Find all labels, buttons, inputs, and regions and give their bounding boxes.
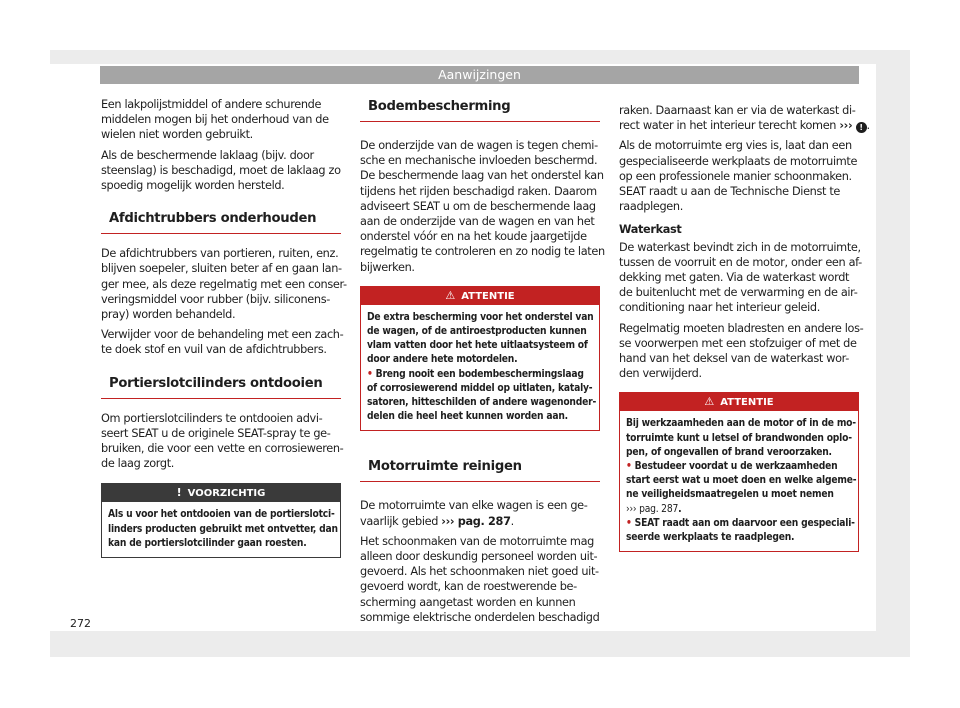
warning-text: De extra bescherming voor het onderstel van de wagen, of de antiroestproducten kunnen vlam vatten door het hete uitlaatsysteem of door andere hete motordelen. • Breng nooit een bodembeschermingslaag of corrosiewerend middel op uitlaten, kataly- satoren, hitteschilden of andere wagenonder- delen die heel heet kunnen worden aan. bbox=[367, 311, 597, 423]
subheading-water-box: Waterkast bbox=[619, 223, 682, 237]
heading-engine-clean: Motorruimte reinigen bbox=[360, 459, 600, 482]
para-damaged-paint: Als de beschermende laklaag (bijv. door steenslag) is beschadigd, moet de laklaag zo spoedig mogelijk worden hersteld. bbox=[101, 148, 341, 193]
attention-dot-icon: ! bbox=[856, 122, 867, 133]
para-polish: Een lakpolijstmiddel of andere schurende middelen mogen bij het onderhoud van de wielen niet worden gebruikt. bbox=[101, 98, 329, 142]
bullet-icon: • bbox=[626, 517, 632, 529]
caution-header: ! VOORZICHTIG bbox=[102, 484, 340, 502]
heading-underbody: Bodembescherming bbox=[360, 99, 600, 122]
heading-seals: Afdichtrubbers onderhouden bbox=[101, 211, 341, 234]
para-water-box-clean: Regelmatig moeten bladresten en andere los- se voorwerpen met een stofzuiger of met de hand van het deksel van de waterkast wor- den verwijderd. bbox=[619, 321, 864, 381]
para-seals: De afdichtrubbers van portieren, ruiten, enz. blijven soepeler, sluiten beter af en gaan lan- ger mee, als deze regelmatig met een conser- veringsmiddel voor rubber (bijv. siliconens- pray) worden behandeld. bbox=[101, 247, 347, 322]
bullet-icon: • bbox=[367, 368, 373, 380]
column-middle bbox=[360, 97, 605, 630]
para-water-box: De waterkast bevindt zich in de motorruimte, tussen de voorruit en de motor, onder een af- dekking met gaten. Via de waterkast wordt de buitenlucht met de verwarming en de air- conditioning naar het interieur geleid. bbox=[619, 240, 862, 315]
para-seals-clean: Verwijder voor de behandeling met een zach- te doek stof en vuil van de afdichtrubbers. bbox=[101, 328, 344, 357]
warning-triangle-icon: ⚠ bbox=[445, 288, 456, 302]
caution-icon: ! bbox=[176, 486, 182, 500]
warning-box-engine bbox=[619, 392, 859, 552]
ref-arrow-link[interactable]: ››› bbox=[839, 119, 853, 133]
warning-header: ⚠ ATTENTIE bbox=[361, 287, 599, 305]
chapter-header: Aanwijzingen bbox=[100, 66, 859, 84]
column-left bbox=[101, 97, 347, 558]
caution-box bbox=[101, 483, 341, 558]
para-engine-clean: Het schoonmaken van de motorruimte mag alleen door deskundig personeel worden uit- gevoerd. Als het schoonmaken niet goed uit- gevoerd wordt, kan de roestwerende be- scherming aangetast worden en kunnen sommige elektrische onderdelen beschadigd bbox=[360, 534, 600, 624]
para-underbody: De onderzijde van de wagen is tegen chemi- sche en mechanische invloeden beschermd. De beschermende laag van het onderstel kan tijdens het rijden beschadigd raken. Daarom adviseert SEAT u om de beschermende laag aan de onderzijde van de wagen en van het onderstel vóór en na het koude jaargetijde regelmatig te controleren en zo nodig te laten bijwerken. bbox=[360, 139, 605, 274]
bullet-icon: • bbox=[626, 461, 632, 473]
page-ref-link-warning[interactable]: ››› pag. 287 bbox=[626, 503, 679, 515]
heading-lock-thaw: Portierslotcilinders ontdooien bbox=[101, 376, 341, 399]
para-dirty-engine: Als de motorruimte erg vies is, laat dan een gespecialiseerde werkplaats de motorruimte op een professionele manier schoonmaken. SEAT raadt u aan de Technische Dienst te raadplegen. bbox=[619, 139, 858, 214]
page-ref-link[interactable]: ››› pag. 287 bbox=[441, 514, 511, 528]
column-right bbox=[619, 103, 870, 552]
warning-text-engine: Bij werkzaamheden aan de motor of in de mo- torruimte kunt u letsel of brandwonden oplo- pen, of ongevallen of brand veroorzaken. • Bestudeer voordat u de werkzaamheden start eerst wat u moet doen en welke algeme- ne veiligheidsmaatregelen u moet nemen ››› pag. 287. • SEAT raadt aan om daarvoor een gespeciali- seerde werkplaats te raadplegen. bbox=[626, 418, 857, 544]
warning-box-underbody bbox=[360, 286, 600, 432]
caution-text: Als u voor het ontdooien van de portierslotci- linders producten gebruikt met ontvetter, dan kan de portierslotcilinder gaan roesten. bbox=[108, 509, 338, 549]
para-lock-thaw: Om portierslotcilinders te ontdooien advi- seert SEAT u de originele SEAT-spray te ge- bruiken, die voor een vette en corrosieweren- de laag zorgt. bbox=[101, 411, 344, 471]
warning-triangle-icon: ⚠ bbox=[704, 395, 715, 409]
warning-header-engine: ⚠ ATTENTIE bbox=[620, 393, 858, 411]
para-engine-danger: De motorruimte van elke wagen is een ge- vaarlijk gebied ››› pag. 287. bbox=[360, 499, 588, 528]
para-water-interior: raken. Daarnaast kan er via de waterkast di- rect water in het interieur terecht komen ››› ! . bbox=[619, 104, 870, 133]
page-number: 272 bbox=[70, 617, 91, 630]
